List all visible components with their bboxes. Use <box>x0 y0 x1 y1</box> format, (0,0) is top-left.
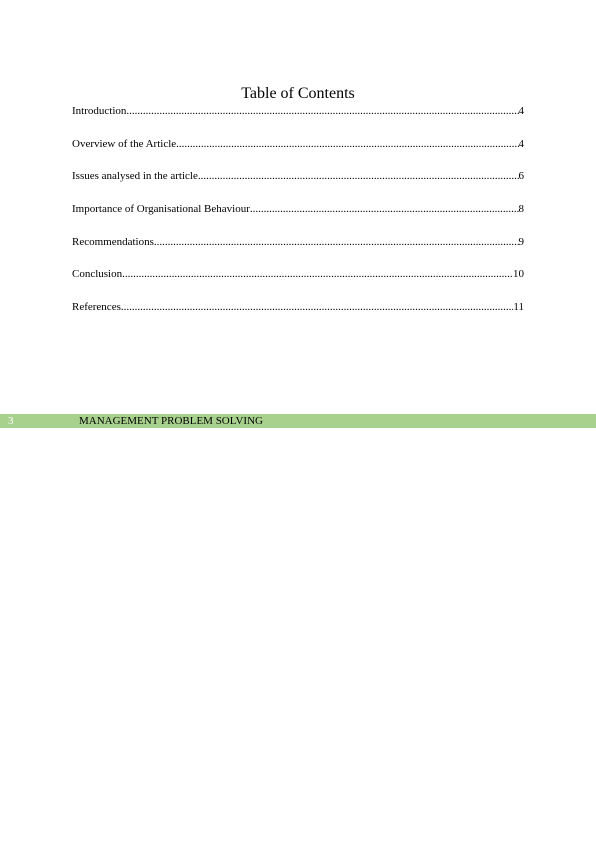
toc-entry-label: Importance of Organisational Behaviour <box>72 203 250 216</box>
running-header-band <box>0 414 596 428</box>
toc-entry-page: 8 <box>518 203 524 216</box>
toc-entry-label: Introduction <box>72 105 127 117</box>
dot-leader <box>176 137 518 151</box>
toc-entry-recommendations[interactable] <box>72 235 524 268</box>
page-number: 3 <box>8 415 14 427</box>
dot-leader <box>126 104 518 118</box>
dot-leader <box>154 235 519 249</box>
toc-entry-page: 4 <box>518 105 524 117</box>
dot-leader <box>250 202 519 216</box>
toc-entry-page: 9 <box>518 235 524 248</box>
dot-leader <box>122 267 513 281</box>
toc-entry-label: References <box>72 301 121 314</box>
toc-entry-overview[interactable] <box>72 137 524 170</box>
toc-entry-label: Overview of the Article <box>72 137 177 150</box>
toc-title: Table of Contents <box>241 85 355 102</box>
toc-entry-importance[interactable] <box>72 202 524 235</box>
toc-entry-issues[interactable] <box>72 169 524 202</box>
dot-leader <box>198 169 519 183</box>
toc-entry-conclusion[interactable] <box>72 267 524 300</box>
toc-entry-page: 6 <box>518 170 524 183</box>
toc-entry-label: Recommendations <box>72 235 154 248</box>
running-header-text: MANAGEMENT PROBLEM SOLVING <box>79 415 263 427</box>
toc-entry-label: Conclusion <box>72 268 123 281</box>
toc-entry-page: 4 <box>518 137 524 150</box>
dot-leader <box>121 300 514 314</box>
toc-entry-introduction[interactable] <box>72 104 524 137</box>
toc-entry-references[interactable] <box>72 300 524 333</box>
toc-entry-page: 11 <box>513 301 524 314</box>
toc-list <box>72 104 524 333</box>
toc-entry-label: Issues analysed in the article <box>72 170 198 183</box>
toc-entry-page: 10 <box>513 268 524 281</box>
